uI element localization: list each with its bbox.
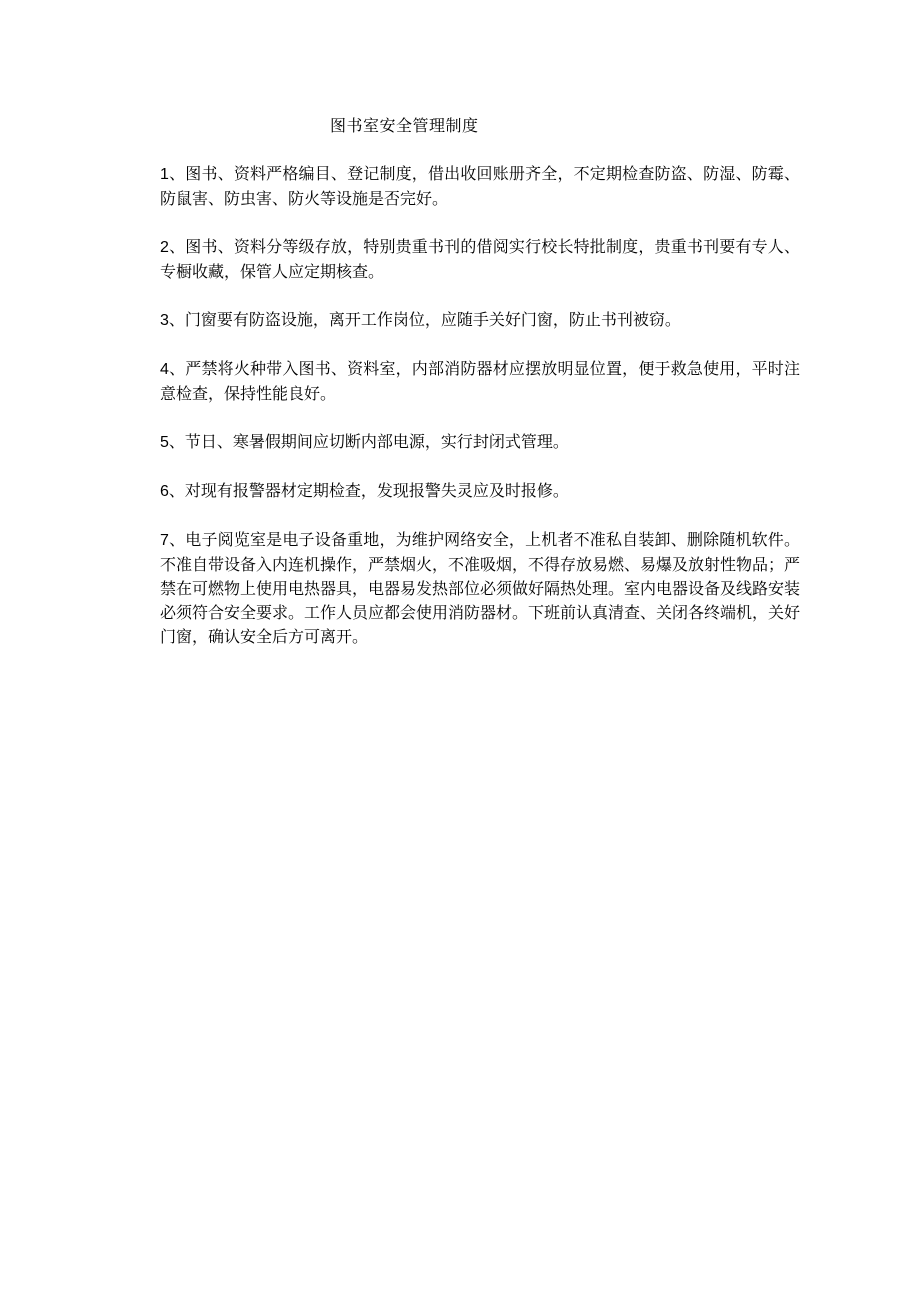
clause-4 (160, 357, 800, 406)
clause-text: 、图书、资料严格编目、登记制度，借出收回账册齐全，不定期检查防盗、防湿、防霉、防鼠害、防虫害、防火等设施是否完好。 (160, 164, 800, 208)
clause-number: 4 (160, 361, 169, 378)
clause-1 (160, 162, 800, 211)
clause-3 (160, 308, 800, 333)
clause-6 (160, 479, 800, 504)
clause-text: 、对现有报警器材定期检查，发现报警失灵应及时报修。 (168, 481, 569, 500)
clause-7 (160, 528, 800, 649)
clause-list (160, 162, 800, 673)
clause-text: 、严禁将火种带入图书、资料室，内部消防器材应摆放明显位置，便于救急使用，平时注意检查，保持性能良好。 (160, 359, 800, 403)
clause-text: 、节日、寒暑假期间应切断内部电源，实行封闭式管理。 (168, 432, 569, 451)
clause-number: 6 (160, 483, 169, 500)
clause-text: 、图书、资料分等级存放，特别贵重书刊的借阅实行校长特批制度，贵重书刊要有专人、专橱收藏，保管人应定期核查。 (160, 237, 800, 281)
clause-5 (160, 430, 800, 455)
clause-number: 5 (160, 434, 169, 451)
clause-number: 2 (160, 239, 169, 256)
clause-2 (160, 235, 800, 284)
clause-number: 7 (160, 532, 169, 549)
clause-text: 、电子阅览室是电子设备重地，为维护网络安全，上机者不准私自装卸、删除随机软件。不准自带设备入内连机操作，严禁烟火，不准吸烟，不得存放易燃、易爆及放射性物品；严禁在可燃物上使用电热器具，电器易发热部位必须做好隔热处理。室内电器设备及线路安装必须符合安全要求。工作人员应都会使用消防器材。下班前认真清查、关闭各终端机，关好门窗，确认安全后方可离开。 (160, 530, 801, 646)
document-title: 图书室安全管理制度 (330, 116, 479, 135)
clause-number: 3 (160, 312, 169, 329)
clause-number: 1 (160, 166, 169, 183)
clause-text: 、门窗要有防盗设施，离开工作岗位，应随手关好门窗，防止书刊被窃。 (168, 310, 681, 329)
